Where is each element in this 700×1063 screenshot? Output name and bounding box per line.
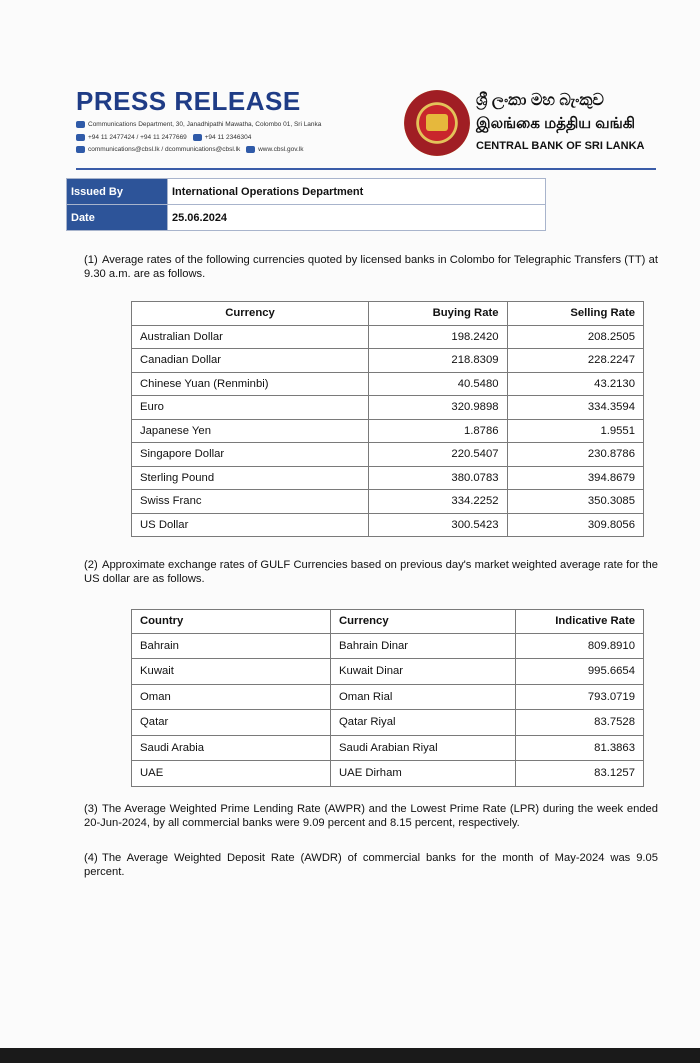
gulf-rates-table [131,609,644,787]
web-text[interactable]: www.cbsl.gov.lk [258,146,304,154]
table-cell: 309.8056 [507,513,643,537]
table-row [132,710,644,736]
email-icon [76,146,85,153]
table-cell: 793.0719 [516,684,644,710]
column-header: Buying Rate [369,302,508,326]
bank-name-english: CENTRAL BANK OF SRI LANKA [476,140,645,152]
table-cell: 380.0783 [369,466,508,490]
table-cell: Bahrain Dinar [331,633,516,659]
table-row [132,419,644,443]
table-cell: Qatar [132,710,331,736]
table-cell: 1.8786 [369,419,508,443]
currency-rates-body [132,325,644,537]
section-2-text [84,558,658,586]
phone-text: +94 11 2477424 / +94 11 2477669 [88,134,187,142]
table-cell: Japanese Yen [132,419,369,443]
table-cell: Kuwait [132,659,331,685]
table-row [132,396,644,420]
table-row [132,325,644,349]
table-row [132,513,644,537]
issued-by-label: Issued By [67,179,168,205]
table-row [132,490,644,514]
table-cell: 334.3594 [507,396,643,420]
table-cell: 83.1257 [516,761,644,787]
table-cell: Bahrain [132,633,331,659]
issued-by-row [67,179,546,205]
table-cell: Swiss Franc [132,490,369,514]
table-cell: Kuwait Dinar [331,659,516,685]
table-cell: 220.5407 [369,443,508,467]
section-1-text [84,253,658,281]
table-cell: Chinese Yuan (Renminbi) [132,372,369,396]
column-header: Currency [331,610,516,634]
header-divider [76,168,656,170]
table-cell: 218.8309 [369,349,508,373]
page-title: PRESS RELEASE [76,86,301,116]
section-4-body: The Average Weighted Deposit Rate (AWDR) of commercial banks for the month of May-2024 was 9.05 percent. [84,852,658,878]
table-cell: 208.2505 [507,325,643,349]
section-1-number: (1) [84,254,98,266]
bottom-bar [0,1048,700,1063]
table-row [132,466,644,490]
section-2-number: (2) [84,559,98,571]
section-3-body: The Average Weighted Prime Lending Rate (AWPR) and the Lowest Prime Rate (LPR) during the week ended 20-Jun-2024, by all commercial banks were 9.09 percent and 8.15 percent, respectively. [84,803,658,829]
date-value: 25.06.2024 [168,205,546,231]
column-header: Selling Rate [507,302,643,326]
table-cell: UAE [132,761,331,787]
table-cell: 81.3863 [516,735,644,761]
section-3-text [84,802,658,830]
column-header: Country [132,610,331,634]
date-label: Date [67,205,168,231]
column-header: Indicative Rate [516,610,644,634]
address-line [76,121,321,128]
table-cell: UAE Dirham [331,761,516,787]
email-line [76,146,304,153]
section-4-number: (4) [84,852,98,864]
table-cell: Qatar Riyal [331,710,516,736]
address-text: Communications Department, 30, Janadhipathi Mawatha, Colombo 01, Sri Lanka [88,121,322,129]
section-2-body: Approximate exchange rates of GULF Currencies based on previous day's market weighted average rate for the US dollar are as follows. [84,559,658,585]
fax-icon [193,134,202,141]
table-cell: Sterling Pound [132,466,369,490]
table-cell: 40.5480 [369,372,508,396]
table-row [132,372,644,396]
table-cell: US Dollar [132,513,369,537]
column-header: Currency [132,302,369,326]
table-cell: 334.2252 [369,490,508,514]
issued-info-table [66,178,546,231]
section-4-text [84,851,658,879]
lion-emblem-icon [426,114,448,131]
table-cell: 83.7528 [516,710,644,736]
table-cell: Euro [132,396,369,420]
table-cell: 394.8679 [507,466,643,490]
table-cell: 300.5423 [369,513,508,537]
table-header-row [132,302,644,326]
phone-icon [76,134,85,141]
table-row [132,633,644,659]
table-cell: 198.2420 [369,325,508,349]
table-cell: Oman [132,684,331,710]
currency-rates-table [131,301,644,537]
table-cell: 230.8786 [507,443,643,467]
table-cell: 228.2247 [507,349,643,373]
table-cell: 43.2130 [507,372,643,396]
table-cell: Oman Rial [331,684,516,710]
gulf-rates-body [132,633,644,786]
phone-line [76,134,251,141]
central-bank-seal-logo [404,90,470,156]
email-text[interactable]: communications@cbsl.lk / dcommunications@cbsl.lk [88,146,241,154]
date-row [67,205,546,231]
issued-by-value: International Operations Department [168,179,546,205]
table-row [132,349,644,373]
table-cell: 350.3085 [507,490,643,514]
table-row [132,761,644,787]
table-cell: Saudi Arabia [132,735,331,761]
table-cell: Australian Dollar [132,325,369,349]
table-cell: Saudi Arabian Riyal [331,735,516,761]
bank-name-tamil: இலங்கை மத்திய வங்கி [476,115,636,132]
fax-text: +94 11 2346304 [204,134,252,142]
table-row [132,684,644,710]
building-icon [76,121,85,128]
table-cell: Canadian Dollar [132,349,369,373]
table-row [132,735,644,761]
web-icon [246,146,255,153]
section-3-number: (3) [84,803,98,815]
table-row [132,443,644,467]
table-cell: 809.8910 [516,633,644,659]
bank-name-sinhala: ශ්‍රී ලංකා මහ බැංකුව [476,92,604,109]
table-cell: 320.9898 [369,396,508,420]
table-cell: Singapore Dollar [132,443,369,467]
table-row [132,659,644,685]
table-cell: 1.9551 [507,419,643,443]
section-1-body: Average rates of the following currencies quoted by licensed banks in Colombo for Telegraphic Transfers (TT) at 9.30 a.m. are as follows. [84,254,658,280]
table-header-row [132,610,644,634]
table-cell: 995.6654 [516,659,644,685]
